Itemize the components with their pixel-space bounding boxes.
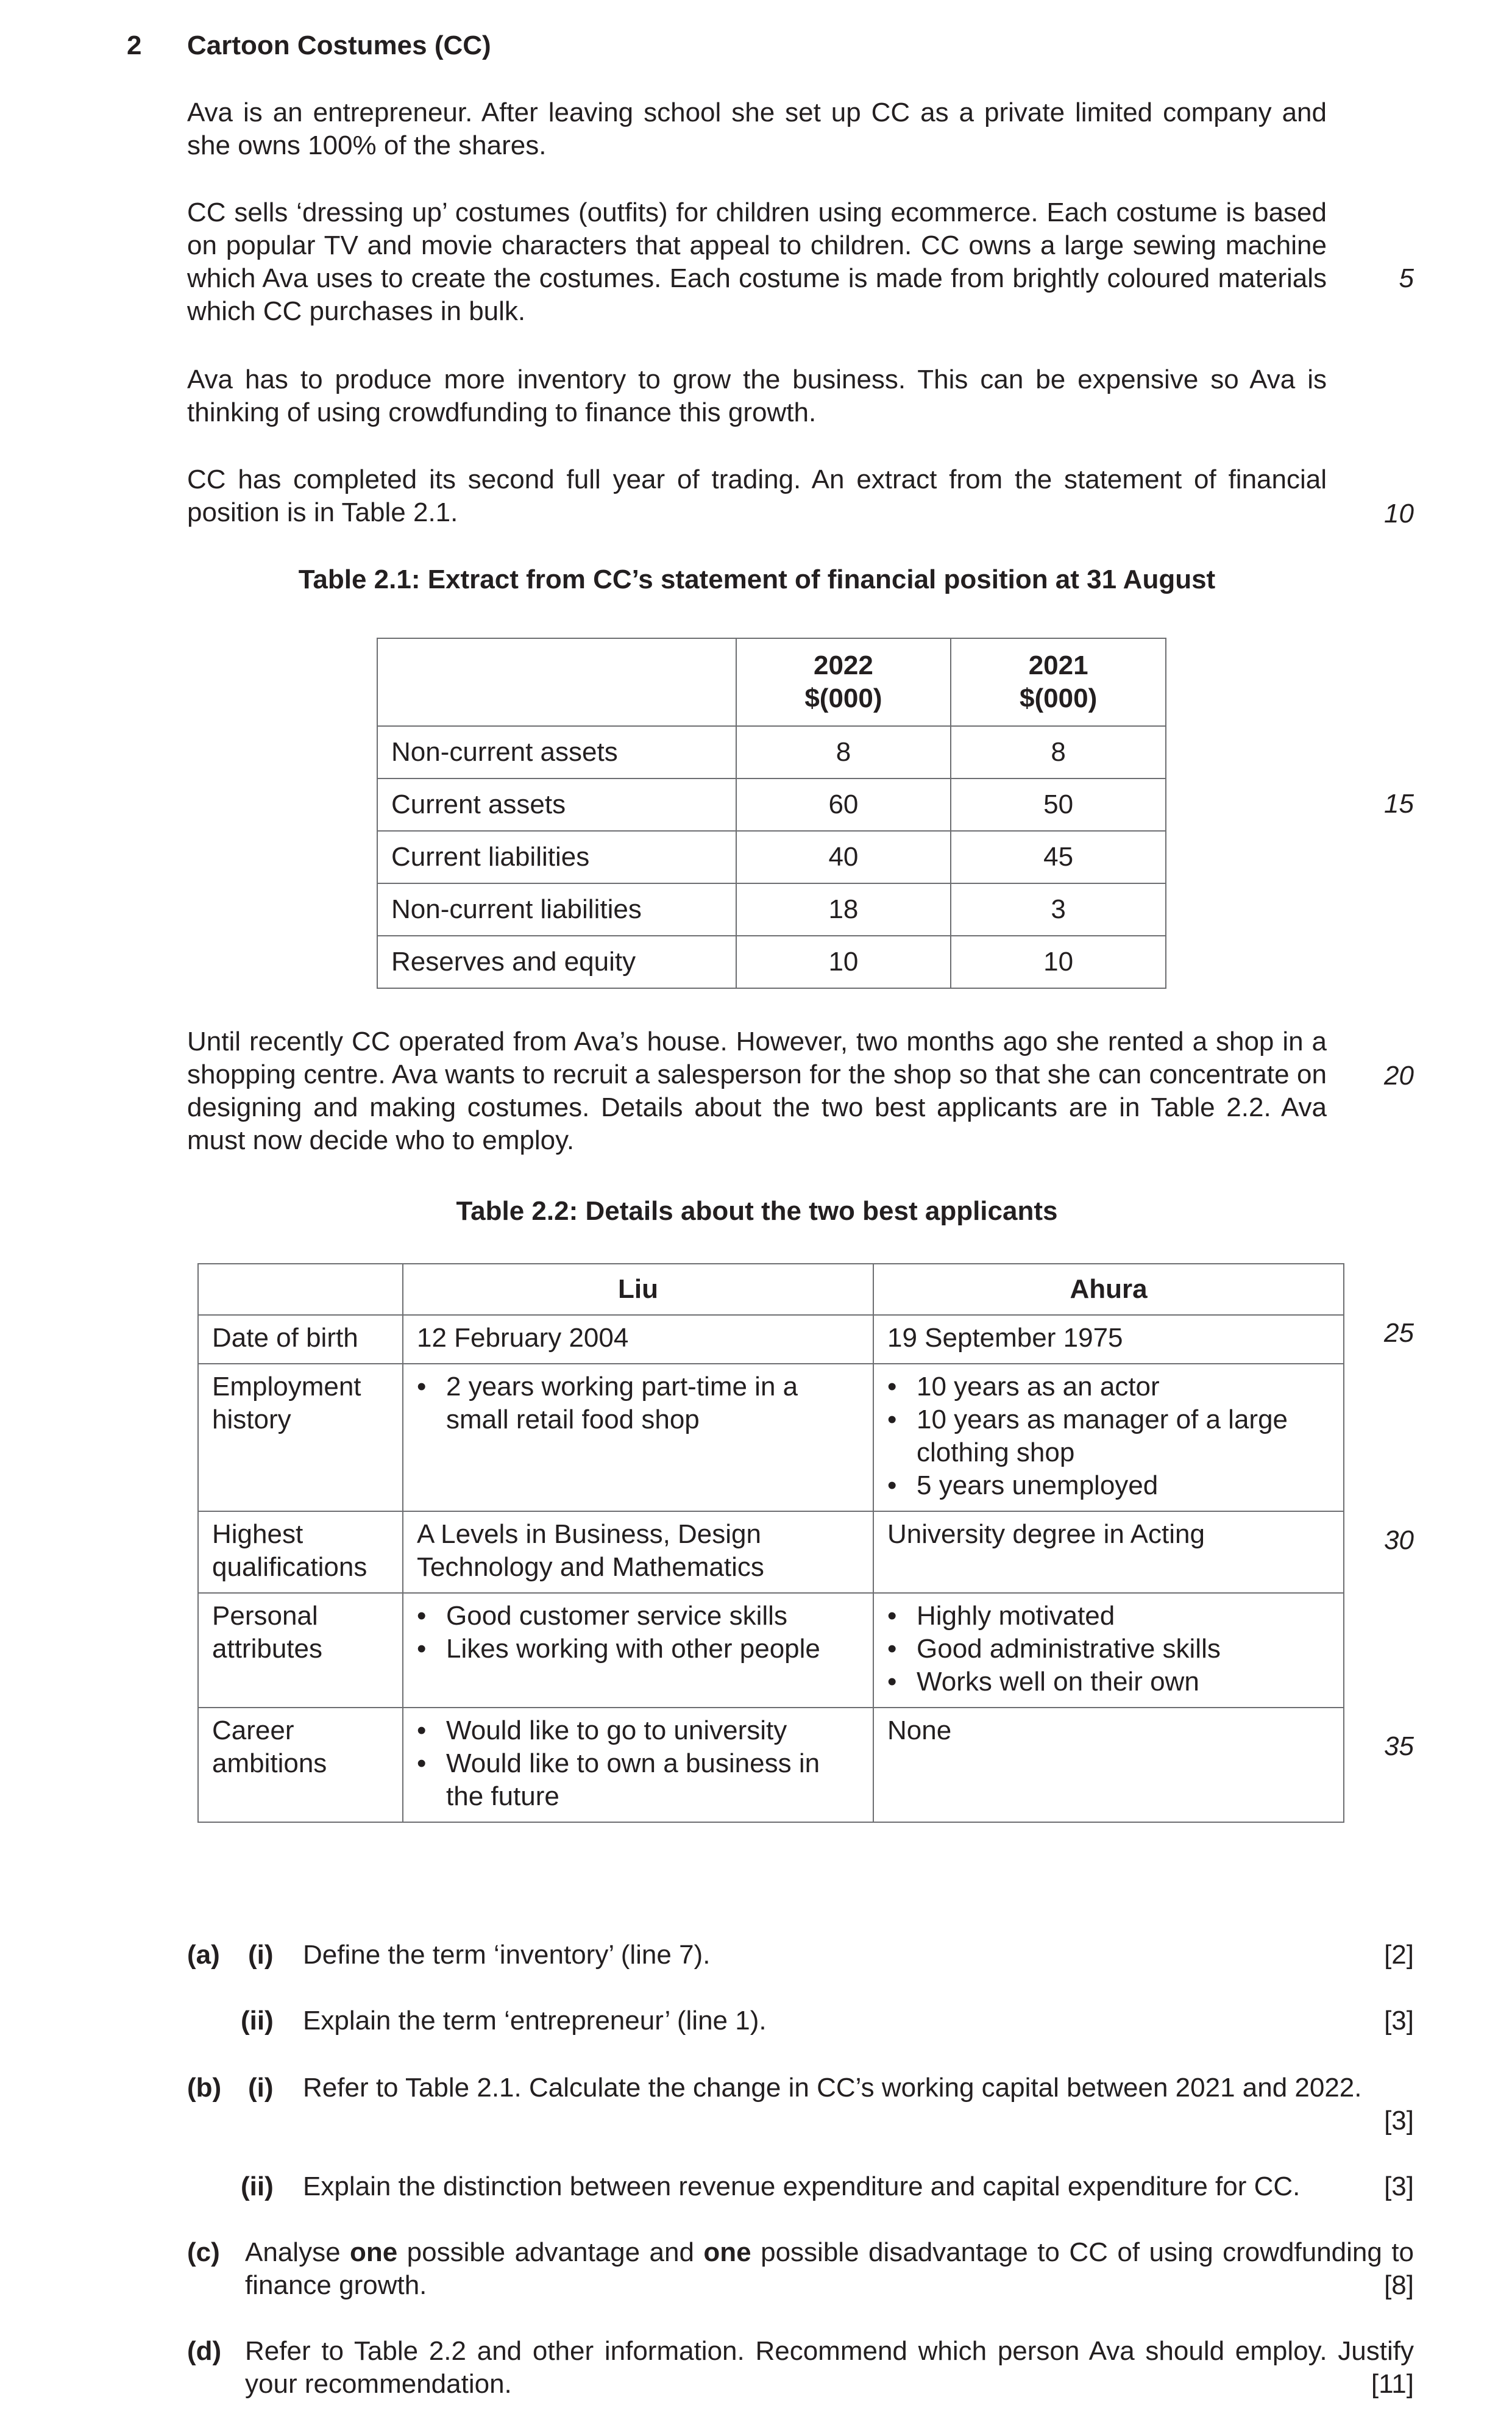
subquestion-label: (ii) (241, 2171, 274, 2201)
marks: [3] (1384, 2106, 1414, 2136)
question-label: (d) (187, 2336, 222, 2366)
list-item: • Good administrative skills (887, 1633, 1330, 1666)
liu-employment (403, 1364, 873, 1511)
paragraph-1: Ava is an entrepreneur. After leaving school she set up CC as a private limited company and she owns 100% of the shares. (187, 98, 1327, 160)
row-label: Career ambitions (198, 1708, 403, 1822)
question-text: Define the term ‘inventory’ (line 7). (303, 1940, 711, 1970)
question-a-ii (187, 2004, 1414, 2041)
table-row (198, 1364, 1344, 1511)
question-text: Analyse one possible advantage and one possible disadvantage to CC of using crowdfunding to finance growth. (245, 2237, 1414, 2300)
row-label: Current liabilities (377, 831, 736, 883)
value-2021: 10 (951, 936, 1166, 988)
table-row (377, 778, 1166, 831)
table-row (377, 831, 1166, 883)
marks: [3] (1384, 2006, 1414, 2036)
line-number-20: 20 (1384, 1061, 1414, 1091)
table2-empty-header (198, 1264, 403, 1315)
paragraph-5: Until recently CC operated from Ava’s house. However, two months ago she rented a shop in a shopping centre. Ava wants to recruit a salesperson for the shop so that she can concentrate on designing and making costumes. Details about the two best applicants are in Table 2.2. Ava must now decide who to employ. (187, 1027, 1327, 1155)
question-text: Refer to Table 2.1. Calculate the change in CC’s working capital between 2021 and 2022. (303, 2073, 1362, 2103)
question-text: Refer to Table 2.2 and other information. Recommend which person Ava should employ. Justify your recommendation. (245, 2336, 1414, 2399)
question-d (187, 2335, 1414, 2402)
table1-empty-header (377, 638, 736, 726)
table-row (377, 726, 1166, 778)
row-label: Non-current liabilities (377, 883, 736, 936)
list-item: • 2 years working part-time in a small retail food shop (417, 1370, 859, 1436)
table-row (198, 1511, 1344, 1593)
value-2022: 40 (736, 831, 951, 883)
list-item: • Would like to go to university (417, 1714, 859, 1747)
table-row (377, 936, 1166, 988)
value-2021: 3 (951, 883, 1166, 936)
question-text: Explain the distinction between revenue expenditure and capital expenditure for CC. (303, 2171, 1301, 2201)
value-2022: 60 (736, 778, 951, 831)
value-2022: 10 (736, 936, 951, 988)
table1-caption: Table 2.1: Extract from CC’s statement of financial position at 31 August (298, 565, 1216, 594)
question-label: (c) (187, 2237, 220, 2267)
table-row (198, 1708, 1344, 1822)
liu-qualifications: A Levels in Business, Design Technology and Mathematics (403, 1511, 873, 1593)
list-item: • 10 years as an actor (887, 1370, 1330, 1403)
value-2021: 50 (951, 778, 1166, 831)
row-label: Non-current assets (377, 726, 736, 778)
table1-header-2022: 2022 $(000) (736, 638, 951, 726)
line-number-35: 35 (1384, 1731, 1414, 1761)
table2-caption: Table 2.2: Details about the two best applicants (456, 1196, 1058, 1226)
list-item: • Works well on their own (887, 1666, 1330, 1698)
value-2021: 8 (951, 726, 1166, 778)
line-number-5: 5 (1399, 263, 1414, 293)
ahura-dob: 19 September 1975 (873, 1315, 1344, 1364)
question-number: 2 (127, 30, 142, 60)
liu-dob: 12 February 2004 (403, 1315, 873, 1364)
table-row (198, 1315, 1344, 1364)
subquestion-label: (i) (248, 2073, 274, 2103)
value-2021: 45 (951, 831, 1166, 883)
table1-header-2021: 2021 $(000) (951, 638, 1166, 726)
list-item: • Highly motivated (887, 1600, 1330, 1633)
paragraph-4: CC has completed its second full year of trading. An extract from the statement of financial position is in Table 2.1. (187, 465, 1327, 527)
header-ahura: Ahura (873, 1264, 1344, 1315)
question-c (187, 2236, 1414, 2303)
subquestion-label: (ii) (241, 2006, 274, 2036)
subquestion-label: (i) (248, 1940, 274, 1970)
paragraph-2: CC sells ‘dressing up’ costumes (outfits) for children using ecommerce. Each costume is based on popular TV and movie characters that appeal to children. CC owns a large sewing machine which Ava uses to create the costumes. Each costume is made from brightly coloured materials which CC purchases in bulk. (187, 198, 1327, 326)
line-number-15: 15 (1384, 789, 1414, 819)
row-label: Highest qualifications (198, 1511, 403, 1593)
question-label: (a) (187, 1940, 220, 1970)
header-liu: Liu (403, 1264, 873, 1315)
list-item: • Good customer service skills (417, 1600, 859, 1633)
marks: [2] (1384, 1940, 1414, 1970)
liu-ambitions (403, 1708, 873, 1822)
value-2022: 18 (736, 883, 951, 936)
line-number-10: 10 (1384, 499, 1414, 529)
table-row (377, 883, 1166, 936)
row-label: Date of birth (198, 1315, 403, 1364)
line-number-30: 30 (1384, 1525, 1414, 1555)
line-number-25: 25 (1384, 1318, 1414, 1348)
ahura-attributes (873, 1593, 1344, 1708)
question-b-ii (187, 2170, 1414, 2207)
financial-position-table (377, 638, 1166, 989)
value-2022: 8 (736, 726, 951, 778)
paragraph-3: Ava has to produce more inventory to grow the business. This can be expensive so Ava is thinking of using crowdfunding to finance this growth. (187, 365, 1327, 427)
row-label: Current assets (377, 778, 736, 831)
list-item: • Would like to own a business in the future (417, 1747, 859, 1813)
list-item: • Likes working with other people (417, 1633, 859, 1666)
applicants-table (197, 1263, 1344, 1823)
ahura-employment (873, 1364, 1344, 1511)
table-row (198, 1593, 1344, 1708)
question-title: Cartoon Costumes (CC) (187, 30, 491, 60)
ahura-ambitions: None (873, 1708, 1344, 1822)
question-text: Explain the term ‘entrepreneur’ (line 1). (303, 2006, 767, 2036)
liu-attributes (403, 1593, 873, 1708)
ahura-qualifications: University degree in Acting (873, 1511, 1344, 1593)
list-item: • 5 years unemployed (887, 1469, 1330, 1502)
marks: [3] (1384, 2171, 1414, 2201)
question-a-i (187, 1939, 1414, 1975)
list-item: • 10 years as manager of a large clothing shop (887, 1403, 1330, 1469)
marks: [11] (1371, 2369, 1414, 2399)
row-label: Reserves and equity (377, 936, 736, 988)
question-label: (b) (187, 2073, 222, 2103)
row-label: Employment history (198, 1364, 403, 1511)
marks: [8] (1384, 2270, 1414, 2300)
row-label: Personal attributes (198, 1593, 403, 1708)
question-b-i (187, 2072, 1414, 2139)
